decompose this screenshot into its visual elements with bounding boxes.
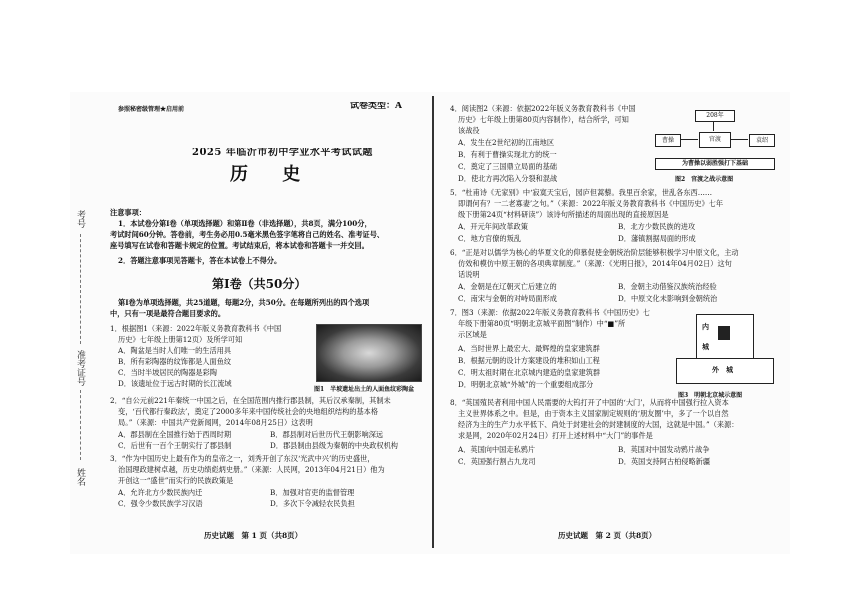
question-line: 7．图3（来源：依据2022年版义务教育教科书《中国历史》七: [450, 308, 650, 317]
option-line: D．使北方再次陷入分裂和混战: [458, 174, 558, 183]
figure3-beijing-map: [666, 312, 778, 402]
question-line: 变，‘百代都行秦政法’，奠定了2000多年来中国传统社会的央地组织结构的基本格: [118, 407, 379, 416]
question-line: 3．“作为中国历史上最有作为的皇帝之一，刘秀开创了东汉‘光武中兴’的历史盛世，: [110, 454, 375, 463]
figure2-right-force: 袁绍: [749, 134, 775, 147]
arrow-right-icon: [680, 139, 698, 140]
option-line: C．地方官僚的叛乱: [458, 234, 522, 243]
side-label-name: 姓名: [75, 468, 85, 486]
section-intro: 中，只有一项是最符合题目要求的。: [110, 309, 226, 318]
question-line: 级下册第24页“材料研读”）该诗句所描述的局面出现的直接原因是: [458, 210, 669, 219]
figure1-pottery-basin-image: [316, 324, 422, 382]
option-line: A．开元年间改革政策: [458, 222, 528, 231]
question-line: 该战役: [458, 126, 480, 135]
secret-label: 参照秘密级管理★启用前: [118, 106, 185, 113]
question-line: 治国理政建树卓越，历史功绩彪炳史册。”（来源：人民网，2013年04月21日）他为: [118, 465, 385, 474]
option-line: A．郡县制在全国推行始于西周时期: [118, 430, 232, 439]
question-line: 即谓何有？一二老寡妻’之句。”（来源：2022年版义务教育教科书《中国历史》七年: [458, 199, 724, 208]
option-line: A．允许北方少数民族内迁: [118, 488, 203, 497]
question-line: 求是网，2020年02月24日）打开上述材料中“大门”的事件是: [458, 431, 653, 440]
question-line: 年级下册第80页“明朝北京城平面图”制作）中“■”所: [458, 319, 626, 328]
option-line: B．英国对中国发动鸦片战争: [618, 445, 710, 454]
option-line: A．陶盆是当时人们唯一的生活用具: [118, 346, 232, 355]
option-line: C．奠定了三国鼎立局面的基础: [458, 162, 557, 171]
section-title: 第Ⅰ卷（共50分）: [212, 277, 307, 291]
option-line: A．当时世界上最宏大、最辉煌的皇家建筑群: [458, 344, 600, 353]
option-line: C．英国强行割占九龙司: [458, 457, 536, 466]
option-line: C．南宋与金朝的对峙局面形成: [458, 294, 557, 303]
question-line: 仿效和模仿中原王朝的各项典章制度。”（来源：《光明日报》，2014年04月02日）这句: [458, 259, 732, 268]
cut-line: [80, 234, 81, 344]
question-line: 话说明: [458, 270, 480, 279]
figure2-battle-site: 官渡: [699, 132, 731, 148]
option-line: A．金朝是在辽朝灭亡后建立的: [458, 282, 557, 291]
exam-title: 2025 年临沂市初中学业水平考试试题: [192, 148, 373, 157]
option-line: D．英国支持阿古柏侵略新疆: [618, 457, 711, 466]
side-label-ticket-number: 准考证号: [75, 350, 85, 386]
option-line: B．有利于曹操实现北方的统一: [458, 150, 557, 159]
question-line: 5．“杜甫诗《无家别》中‘寂寞天宝后，园庐但蒿藜。我里百余家，世乱各东西……: [450, 188, 713, 197]
question-line: 局。”（来源：中国共产党新闻网，2014年08月25日）这表明: [118, 418, 313, 427]
option-line: B．北方少数民族的进攻: [618, 222, 696, 231]
left-page: [100, 100, 425, 550]
option-line: C．后世有一百个王朝实行了郡县制: [118, 441, 232, 450]
question-line: 历史》七年级上册第80页内容制作），结合所学，可知: [458, 115, 629, 124]
question-line: 2．“自公元前221年秦统一中国之后，在全国范围内推行郡县制，其后汉承秦制，其制未: [110, 396, 391, 405]
option-line: A．发生在2世纪初的江南地区: [458, 138, 555, 147]
figure3-inner-label: 内: [702, 322, 709, 331]
option-line: C．强令少数民族学习汉语: [118, 499, 203, 508]
paper-type: 试卷类型：A: [350, 102, 402, 111]
figure2-year: 208年: [695, 110, 735, 122]
option-line: C．当时半坡居民的陶器是彩陶: [118, 368, 217, 377]
forbidden-city-marker: [718, 326, 730, 340]
option-line: B．郡县制对后世历代王朝影响深远: [270, 430, 384, 439]
option-line: B．根据元朝的设计方案建设的堆积如山工程: [458, 356, 600, 365]
notice-line: 考试时间60分钟。答卷前，考生务必用0.5毫米黑色签字笔将自己的姓名、准考证号、: [110, 230, 385, 239]
question-line: 经济为主的生产力水平低下、尚处于封建社会的封建制度的大国，这就是中国。”（来源：: [458, 420, 739, 429]
connector-line: [713, 121, 714, 131]
question-line: 历史》七年级上册第12页）及所学可知: [118, 335, 243, 344]
side-label-exam-number: 考号: [75, 210, 85, 228]
option-line: A．英国向中国走私鸦片: [458, 445, 536, 454]
option-line: B．金朝主动借鉴汉族统治经验: [618, 282, 717, 291]
question-line: 主义世界体系之中。但是，由于资本主义国家制定规则的‘朋友圈’中，多了一个以自然: [458, 409, 729, 418]
figure2-battle-diagram: [653, 106, 778, 186]
figure2-caption: 图2 官渡之战示意图: [675, 176, 734, 183]
question-line: 8．“英国殖民者利用中国人民需要的大钨打开了中国的‘大门’，从而将中国强行拉入资本: [450, 398, 729, 407]
option-line: B．加强对官吏的监督管理: [270, 488, 355, 497]
cut-line: [80, 390, 81, 460]
option-line: D．中原文化未影响到金朝统治: [618, 294, 718, 303]
option-line: D．该遗址位于远古时期的长江流域: [118, 379, 232, 388]
option-line: D．藩镇割据局面的形成: [618, 234, 696, 243]
notice-line: 座号填写在试卷和答题卡规定的位置。考试结束后，将本试卷和答题卡一并交回。: [110, 241, 369, 250]
figure3-outer-label: 外 城: [712, 365, 733, 374]
option-line: D．多次下令减轻农民负担: [270, 499, 355, 508]
question-line: 6．“正是对以儒学为核心的华夏文化的仰慕促使金朝统治阶层能够积极学习中原文化，主动: [450, 248, 739, 257]
question-line: 4．阅读图2（来源：依据2022年版义务教育教科书《中国: [450, 104, 636, 113]
question-line: 开创这一“盛世”而实行的民族政策是: [118, 476, 234, 485]
notice-title: 注意事项：: [110, 208, 146, 217]
figure3-caption: 图3 明朝北京城示意图: [678, 392, 743, 399]
notice-line: 1．本试卷分第Ⅰ卷（单项选择题）和第Ⅱ卷（非选择题），共8页，满分100分，: [118, 219, 372, 228]
footer-page-2: 历史试题 第 2 页（共8页）: [558, 531, 657, 540]
figure3-inner-label: 城: [702, 342, 709, 351]
figure2-left-force: 曹操: [655, 134, 681, 147]
right-page: [448, 100, 793, 550]
question-line: 1．根据图1（来源：2022年版义务教育教科书《中国: [110, 324, 282, 333]
question-line: 示区域是: [458, 330, 487, 339]
option-line: D．郡县制由县级为秦朝的中央政权机构: [270, 441, 398, 450]
figure1-caption: 图1 半坡遗址出土的人面鱼纹彩陶盆: [314, 386, 415, 393]
binding-margin: [72, 200, 92, 530]
figure2-result: 为曹操以弱胜强打下基础: [655, 158, 775, 170]
option-line: C．明太祖时期在北京城内建造的皇家建筑群: [458, 368, 601, 377]
arrow-left-icon: [730, 139, 748, 140]
footer-page-1: 历史试题 第 1 页（共8页）: [204, 531, 303, 540]
option-line: D．明朝北京城“外城”的一个重要组成部分: [458, 380, 594, 389]
notice-line: 2．答题注意事项见答题卡，答在本试卷上不得分。: [118, 256, 282, 265]
section-intro: 第Ⅰ卷为单项选择题，共25道题，每题2分，共50分。在每题所列出的四个选项: [118, 298, 370, 307]
page-divider: [432, 96, 434, 548]
option-line: B．所有彩陶器的纹饰都是人面鱼纹: [118, 357, 232, 366]
subject-title: 历 史: [230, 164, 315, 185]
